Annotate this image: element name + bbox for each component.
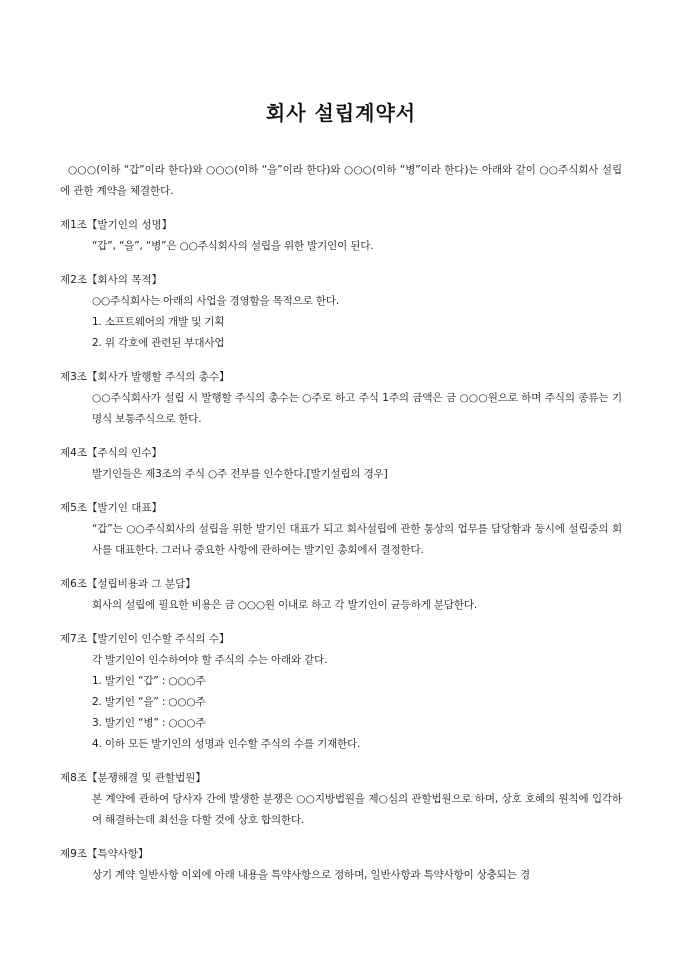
article-text: 회사의 설립에 필요한 비용은 금 ○○○원 이내로 하고 각 발기인이 균등하게 분담한다. bbox=[92, 599, 478, 611]
document-title: 회사 설립계약서 bbox=[265, 101, 417, 125]
intro-paragraph: ○○○(이하 “갑”이라 한다)와 ○○○(이하 “을”이라 한다)와 ○○○(이하 “병”이라 한다)는 아래와 같이 ○○주식회사 설립에 관한 계약을 체결한다. bbox=[60, 164, 622, 197]
article-9 bbox=[60, 844, 622, 886]
article-heading: 제4조【주식의 인수】 bbox=[60, 447, 163, 459]
list-item: 3. 발기인 “병” : ○○○주 bbox=[92, 717, 206, 729]
article-1 bbox=[60, 215, 622, 257]
article-4 bbox=[60, 443, 622, 485]
article-body: 본 계약에 관하여 당사자 간에 발생한 분쟁은 ○○지방법원을 제○심의 관할법원으로 하며, 상호 호혜의 원칙에 입각하여 해결하는데 최선을 다할 것에 상호 합의한다. bbox=[92, 793, 622, 826]
article-7 bbox=[60, 629, 622, 755]
list-item: 4. 이하 모든 발기인의 성명과 인수할 주식의 수를 기재한다. bbox=[92, 738, 361, 750]
article-heading: 제1조【발기인의 성명】 bbox=[60, 219, 173, 231]
article-5 bbox=[60, 498, 622, 561]
article-text: 발기인들은 제3조의 주식 ○주 전부를 인수한다.[발기설립의 경우] bbox=[92, 468, 388, 480]
article-text: “갑”, “을”, “병”은 ○○주식회사의 설립을 위한 발기인이 된다. bbox=[92, 240, 374, 252]
article-heading: 제6조【설립비용과 그 분담】 bbox=[60, 578, 196, 590]
article-body bbox=[60, 595, 622, 616]
article-6 bbox=[60, 574, 622, 616]
article-heading: 제8조【분쟁해결 및 관할법원】 bbox=[60, 772, 206, 784]
article-heading: 제7조【발기인이 인수할 주식의 수】 bbox=[60, 633, 230, 645]
article-heading: 제3조【회사가 발행할 주식의 총수】 bbox=[60, 371, 230, 383]
article-body bbox=[60, 236, 622, 257]
article-heading: 제5조【발기인 대표】 bbox=[60, 502, 163, 514]
list-item: 2. 위 각호에 관련된 부대사업 bbox=[92, 337, 225, 349]
article-body bbox=[60, 464, 622, 485]
article-8 bbox=[60, 768, 622, 831]
article-body bbox=[60, 865, 622, 886]
list-item: 1. 발기인 “갑” : ○○○주 bbox=[92, 675, 206, 687]
article-body bbox=[60, 650, 622, 755]
article-3 bbox=[60, 367, 622, 430]
article-body bbox=[60, 291, 622, 354]
article-heading: 제9조【특약사항】 bbox=[60, 848, 149, 860]
list-item: 2. 발기인 “을” : ○○○주 bbox=[92, 696, 206, 708]
list-item: 1. 소프트웨어의 개발 및 기획 bbox=[92, 316, 225, 328]
article-text: ○○주식회사는 아래의 사업을 경영함을 목적으로 한다. bbox=[92, 295, 340, 307]
article-body: “갑”는 ○○주식회사의 설립을 위한 발기인 대표가 되고 회사설립에 관한 통상의 업무를 담당함과 동시에 설립중의 회사를 대표한다. 그러나 중요한 사항에 관하여는 발기인 총회에서 결정한다. bbox=[92, 523, 622, 556]
article-text: 각 발기인이 인수하여야 할 주식의 수는 아래와 같다. bbox=[92, 654, 328, 666]
article-text: 상기 계약 일반사항 이외에 아래 내용을 특약사항으로 정하며, 일반사항과 특약사항이 상충되는 경 bbox=[92, 869, 530, 881]
article-heading: 제2조【회사의 목적】 bbox=[60, 274, 163, 286]
article-body: ○○주식회사가 설립 시 발행할 주식의 총수는 ○주로 하고 주식 1주의 금액은 금 ○○○원으로 하며 주식의 종류는 기명식 보통주식으로 한다. bbox=[92, 392, 622, 425]
article-2 bbox=[60, 270, 622, 354]
